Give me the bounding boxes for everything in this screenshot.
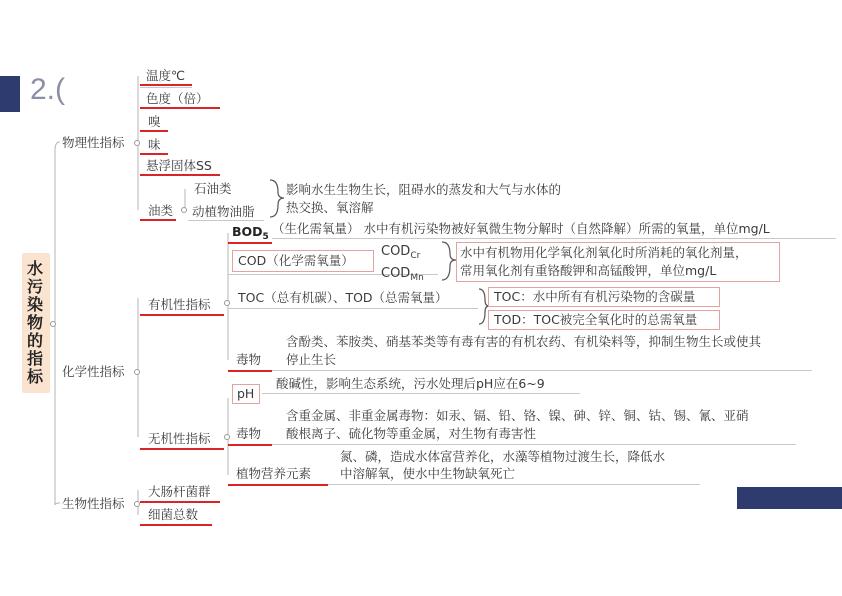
cod-label: COD（化学需氧量） — [238, 253, 354, 268]
item-underline — [228, 484, 328, 486]
root-connector-dot — [50, 321, 56, 327]
chemical-indicator-label: 化学性指标 — [62, 364, 125, 379]
inorganic-indicator-label: 无机性指标 — [148, 431, 211, 446]
oil-label: 油类 — [148, 203, 174, 218]
cod-cr-subscript: Cr — [410, 251, 421, 261]
item-underline — [140, 448, 224, 450]
ph-description: 酸碱性，影响生态系统，污水处理后pH应在6~9 — [276, 376, 545, 391]
root-char: 的 — [27, 331, 44, 350]
physical-indicator-label: 物理性指标 — [62, 135, 125, 150]
root-char: 水 — [27, 259, 44, 278]
item-rule — [228, 308, 478, 309]
physical-item-color: 色度（倍） — [146, 91, 209, 106]
section-number: 2.( — [30, 73, 66, 106]
item-underline — [140, 174, 220, 176]
root-char: 物 — [27, 313, 44, 332]
item-underline — [228, 444, 272, 446]
organic-toxic-desc-line2: 停止生长 — [286, 352, 337, 367]
nutrient-label: 植物营养元素 — [236, 466, 312, 481]
physical-item-taste: 味 — [148, 137, 161, 152]
inorganic-toxic-label: 毒物 — [236, 426, 262, 441]
toc-tod-label: TOC（总有机碳）、TOD（总需氧量） — [238, 290, 448, 305]
item-underline — [140, 130, 168, 132]
item-underline — [228, 242, 272, 244]
oil-connector-dot — [181, 207, 187, 213]
item-underline — [140, 84, 192, 86]
oil-type-petroleum: 石油类 — [194, 181, 232, 196]
item-underline — [228, 370, 272, 372]
physical-item-ss: 悬浮固体SS — [146, 158, 212, 173]
bod-main: BOD — [232, 224, 263, 239]
item-underline — [140, 153, 168, 155]
item-underline — [140, 501, 220, 503]
tod-description: TOD：TOC被完全氧化时的总需氧量 — [494, 312, 698, 327]
inorganic-toxic-desc-line1: 含重金属、非重金属毒物：如汞、镉、铅、铬、镍、砷、锌、铜、钴、锡、氰、亚硝 — [286, 408, 749, 423]
physical-item-temperature: 温度℃ — [146, 68, 186, 83]
organic-connector-dot — [224, 300, 230, 306]
root-char: 标 — [27, 367, 44, 386]
nutrient-desc-line2: 中溶解氧，使水中生物缺氧死亡 — [340, 466, 516, 481]
item-rule — [188, 220, 264, 221]
oil-note-line1: 影响水生生物生长，阻碍水的蒸发和大气与水体的 — [286, 182, 562, 197]
root-node — [22, 253, 50, 393]
item-underline — [140, 107, 220, 109]
cod-mn-label — [381, 266, 424, 286]
inorganic-connector-dot — [224, 434, 230, 440]
item-rule — [272, 370, 812, 371]
biological-indicator-label: 生物性指标 — [62, 496, 125, 511]
bod-description: （生化需氧量） 水中有机污染物被好氧微生物分解时（自然降解）所需的氧量，单位mg/L — [272, 221, 770, 236]
inorganic-toxic-desc-line2: 酸根离子、硫化物等重金属，对生物有毒害性 — [286, 426, 537, 441]
biological-item-bacteria: 细菌总数 — [148, 507, 199, 522]
root-char: 污 — [27, 277, 44, 296]
ph-label: pH — [237, 386, 255, 401]
organic-indicator-label: 有机性指标 — [148, 297, 211, 312]
nutrient-desc-line1: 氮、磷，造成水体富营养化，水藻等植物过渡生长，降低水 — [340, 449, 666, 464]
organic-toxic-desc-line1: 含酚类、苯胺类、硝基苯类等有毒有害的有机农药、有机染料等，抑制生物生长或使其 — [286, 334, 762, 349]
item-rule — [140, 87, 192, 88]
cod-cr-label — [381, 244, 420, 264]
item-underline — [140, 314, 224, 316]
cod-mn-main: COD — [381, 266, 411, 281]
bod-subscript: 5 — [262, 232, 269, 242]
cod-description-line2: 常用氧化剂有重铬酸钾和高锰酸钾，单位mg/L — [460, 263, 717, 278]
biological-item-coliform: 大肠杆菌群 — [148, 484, 211, 499]
root-char: 染 — [27, 295, 44, 314]
organic-toxic-label: 毒物 — [236, 352, 262, 367]
item-rule — [328, 484, 700, 485]
root-char: 指 — [27, 349, 44, 368]
item-rule — [272, 444, 796, 445]
oil-type-animal-plant: 动植物油脂 — [192, 204, 255, 219]
item-rule — [272, 238, 836, 239]
cod-cr-main: COD — [381, 244, 411, 259]
item-underline — [140, 524, 212, 526]
chemical-connector-dot — [134, 369, 140, 375]
physical-item-odor: 嗅 — [148, 114, 161, 129]
cod-mn-subscript: Mn — [410, 273, 424, 283]
item-rule — [262, 393, 580, 394]
toc-description: TOC：水中所有有机污染物的含碳量 — [494, 289, 696, 304]
cod-description-line1: 水中有机物用化学氧化剂氧化时所消耗的氧化剂量， — [460, 245, 748, 260]
physical-connector-dot — [134, 140, 140, 146]
oil-note-line2: 热交换、氧溶解 — [286, 200, 374, 215]
item-underline — [140, 219, 176, 221]
